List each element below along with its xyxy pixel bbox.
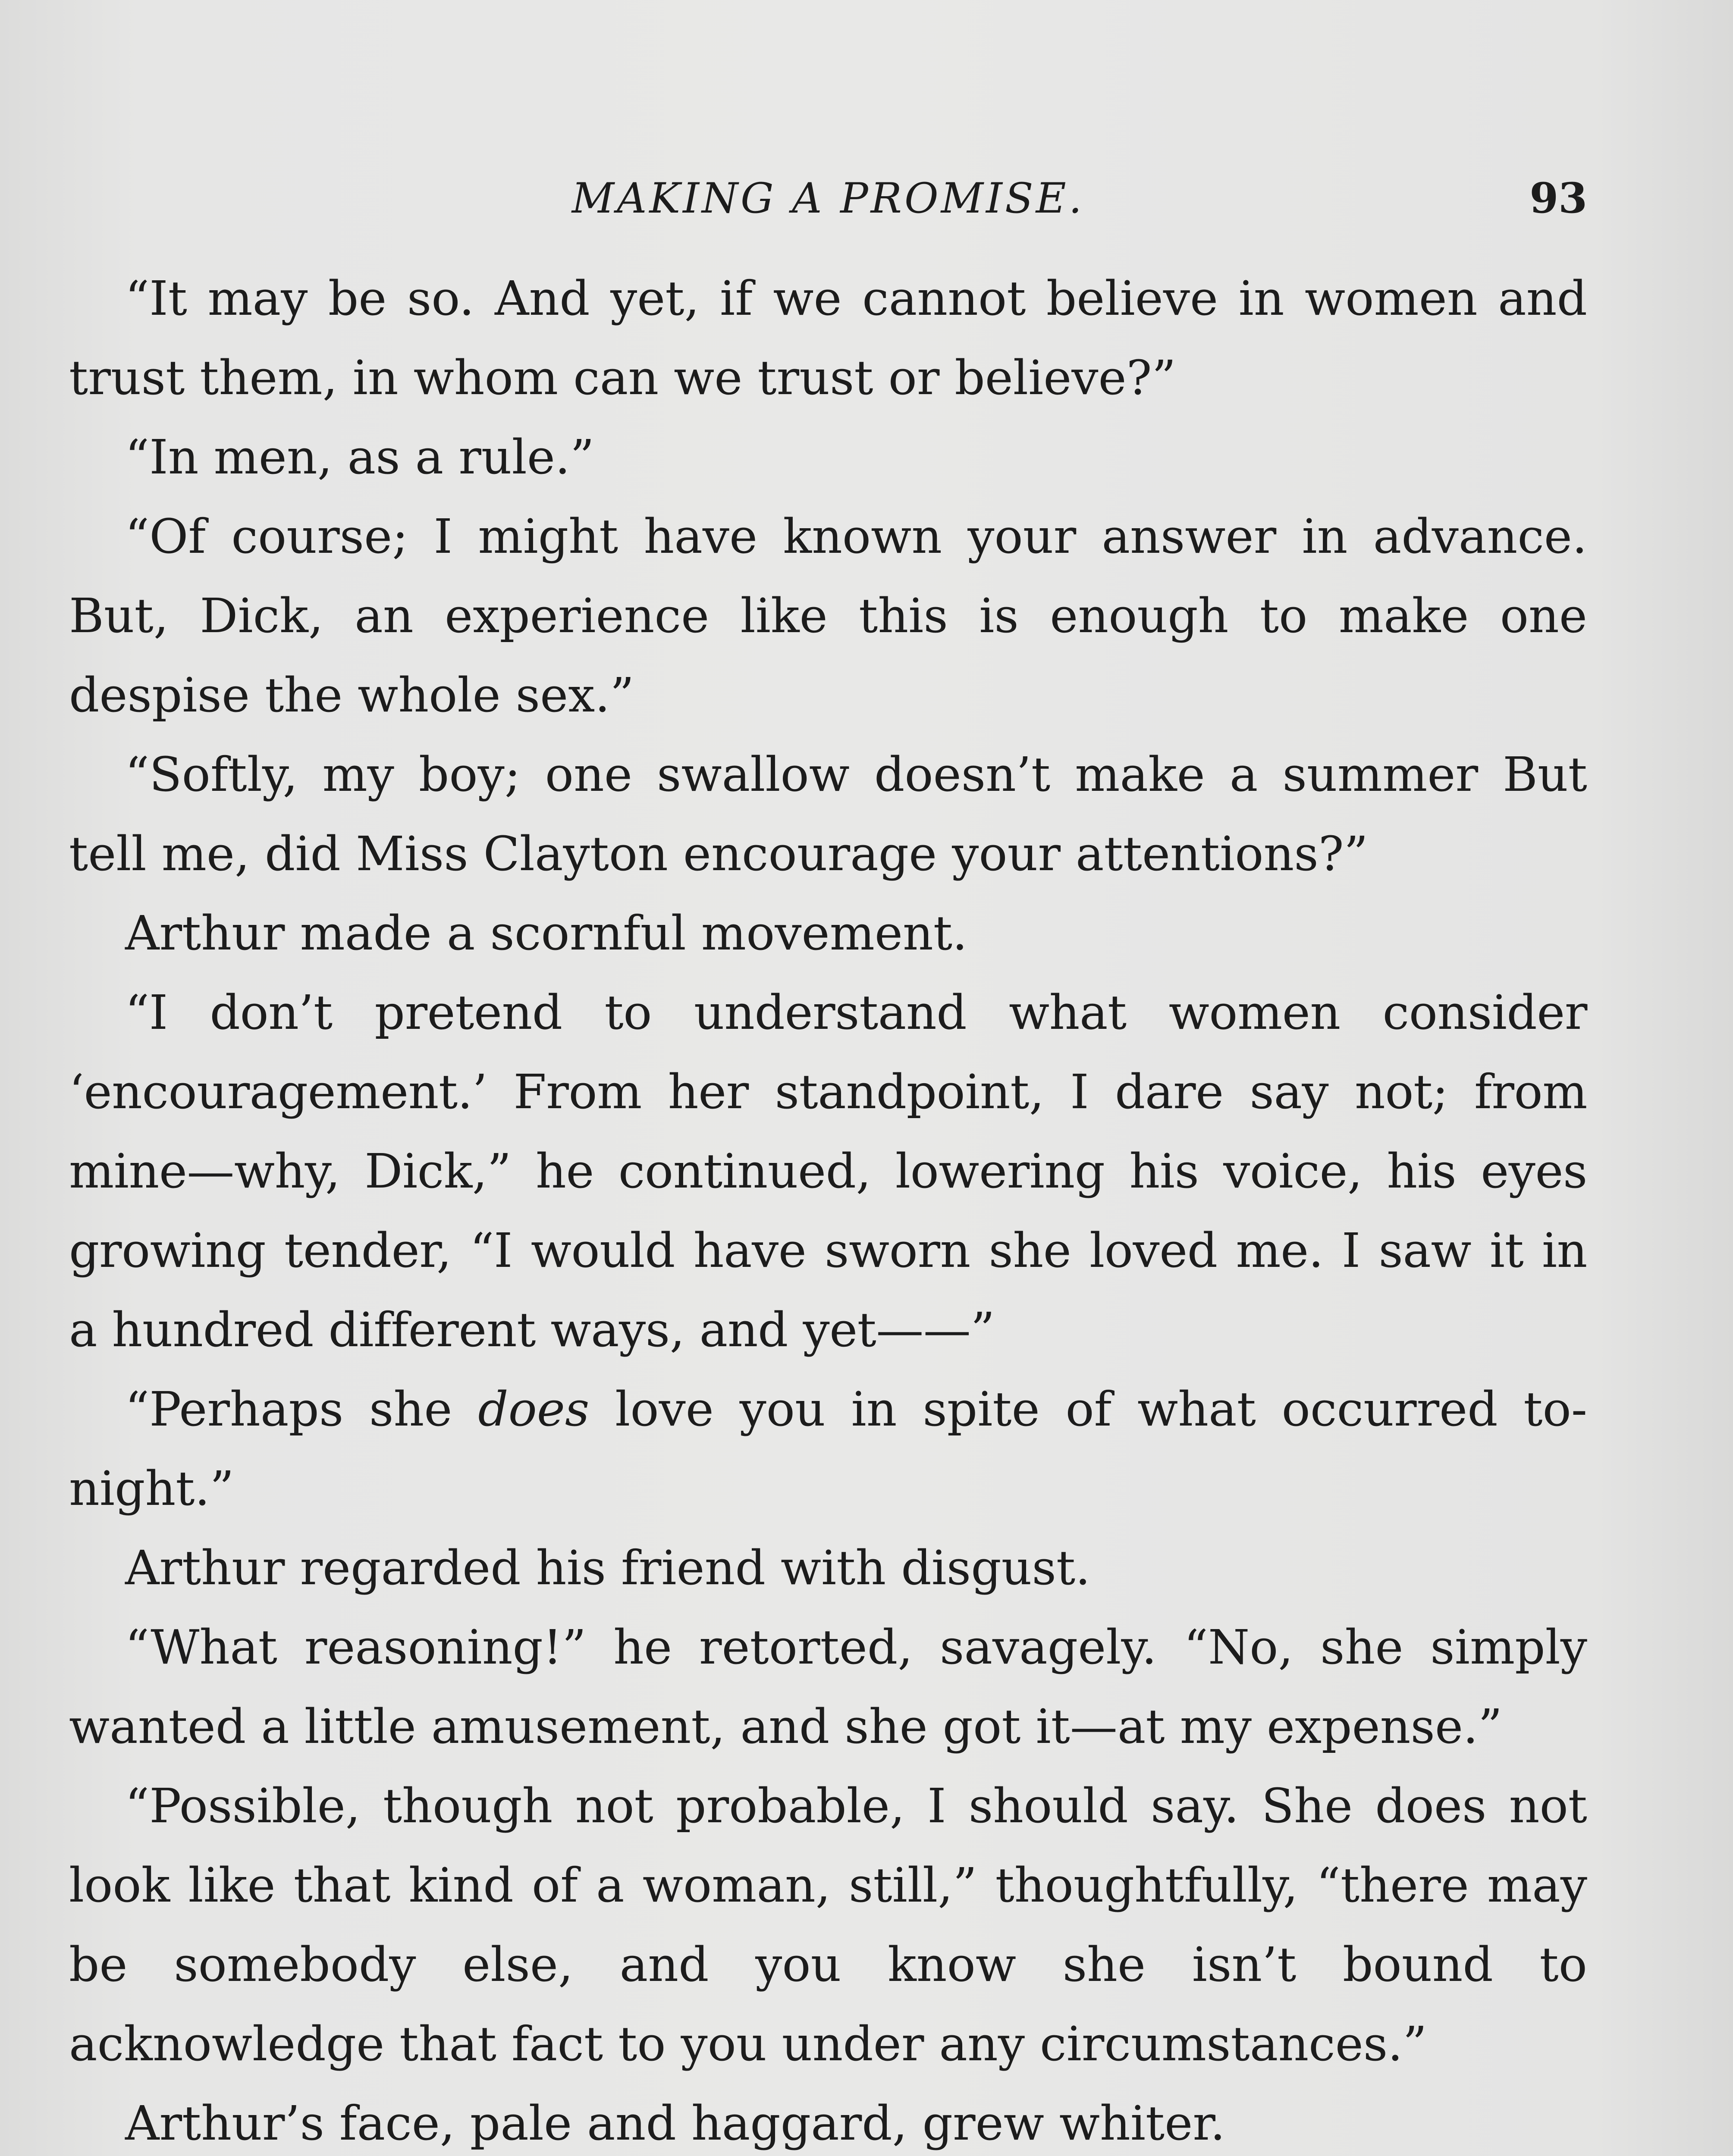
paragraph-9: “What reasoning!” he retorted, savagely. “No, she simply wanted a little amusement, and she got it—at my expense.” — [69, 1620, 1587, 1754]
running-title: MAKING A PROMISE. — [571, 174, 1085, 222]
page-header — [69, 164, 1587, 233]
paragraph-7 — [69, 1369, 1587, 1528]
paragraph-11: Arthur’s face, pale and haggard, grew whiter. — [125, 2096, 1225, 2151]
paragraph-7-emphasis: does — [478, 1382, 590, 1437]
paragraph-8: Arthur regarded his friend with disgust. — [125, 1540, 1091, 1595]
paragraph-1: “It may be so. And yet, if we cannot believe in women and trust them, in whom can we trust or believe?” — [69, 271, 1587, 405]
paragraph-7-before: “Perhaps she — [125, 1382, 478, 1437]
paragraph-4: “Softly, my boy; one swallow doesn’t make a summer But tell me, did Miss Clayton encourage your attentions?” — [69, 747, 1587, 881]
paragraph-5: Arthur made a scornful movement. — [125, 906, 967, 961]
paragraph-3: “Of course; I might have known your answer in advance. But, Dick, an experience like this is enough to make one despise the whole sex.” — [69, 509, 1587, 723]
body-text — [69, 259, 1587, 2156]
paragraph-6: “I don’t pretend to understand what women consider ‘encouragement.’ From her standpoint, I dare say not; from mine—why, Dick,” he continued, lowering his voice, his eyes growing tender, “I would have sworn she loved me. I saw it in a hundred different ways, and yet——” — [69, 985, 1587, 1357]
paragraph-10: “Possible, though not probable, I should say. She does not look like that kind of a woman, still,” thoughtfully, “there may be somebody else, and you know she isn’t bound to acknowledge that fact to you under any circumstances.” — [69, 1778, 1587, 2071]
paragraph-2: “In men, as a rule.” — [125, 429, 595, 485]
paragraph-7-after: love you in spite of what occurred to-night.” — [69, 1382, 1588, 1516]
page-number: 93 — [1529, 174, 1587, 222]
